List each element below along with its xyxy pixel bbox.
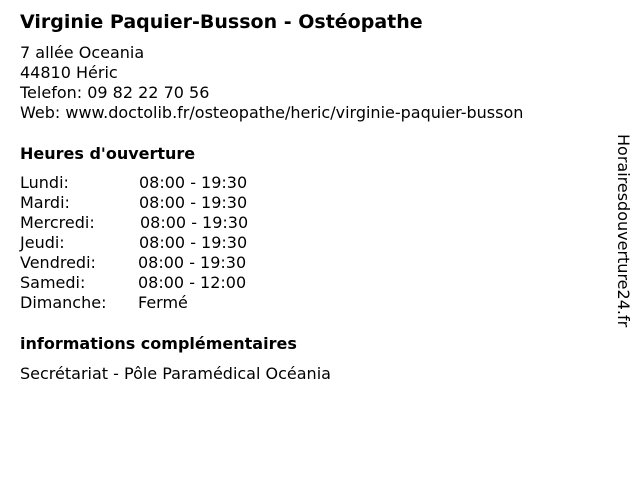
day-label: Vendredi:	[20, 253, 96, 272]
address-city: 44810 Héric	[20, 63, 118, 82]
hours-row-wednesday	[20, 213, 320, 233]
day-label: Lundi:	[20, 173, 69, 192]
hours-row-thursday	[20, 233, 320, 253]
day-label: Jeudi:	[20, 233, 65, 252]
day-label: Mercredi:	[20, 213, 95, 232]
additional-info-heading: informations complémentaires	[20, 334, 297, 353]
day-label: Samedi:	[20, 273, 86, 292]
additional-info-text: Secrétariat - Pôle Paramédical Océania	[20, 364, 331, 383]
day-label: Dimanche:	[20, 293, 107, 312]
time-value: 08:00 - 19:30	[140, 213, 249, 232]
website-link[interactable]: Web: www.doctolib.fr/osteopathe/heric/virginie-paquier-busson	[20, 103, 524, 122]
page-title: Virginie Paquier-Busson - Ostéopathe	[20, 11, 423, 33]
time-value: 08:00 - 12:00	[138, 273, 247, 292]
contact-block	[20, 43, 523, 123]
time-value: 08:00 - 19:30	[139, 233, 248, 252]
hours-row-saturday	[20, 273, 320, 293]
hours-row-monday	[20, 173, 320, 193]
hours-row-friday	[20, 253, 320, 273]
time-value: 08:00 - 19:30	[138, 253, 247, 272]
time-value: Fermé	[138, 293, 188, 312]
watermark-text: Horairesdouverture24.fr	[614, 134, 633, 328]
hours-row-sunday	[20, 293, 320, 313]
address-street: 7 allée Oceania	[20, 43, 145, 62]
phone-number: Telefon: 09 82 22 70 56	[20, 83, 210, 102]
time-value: 08:00 - 19:30	[139, 173, 248, 192]
site-watermark	[612, 134, 634, 374]
opening-hours-table	[20, 173, 320, 313]
time-value: 08:00 - 19:30	[139, 193, 248, 212]
hours-row-tuesday	[20, 193, 320, 213]
opening-hours-heading: Heures d'ouverture	[20, 144, 196, 163]
day-label: Mardi:	[20, 193, 70, 212]
